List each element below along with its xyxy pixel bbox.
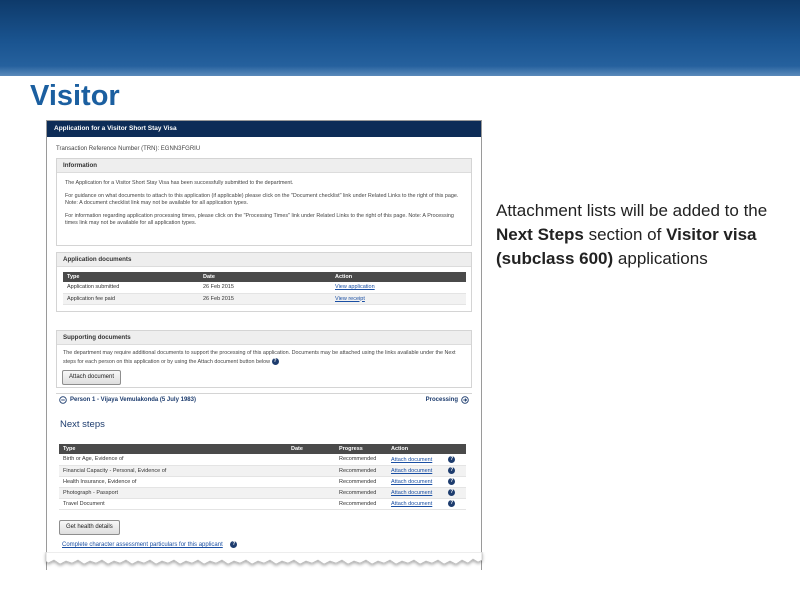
information-heading: Information <box>57 159 471 173</box>
table-row <box>63 282 466 293</box>
question-circle-icon[interactable]: ? <box>450 467 454 473</box>
attach-document-link[interactable]: Attach document <box>391 467 433 474</box>
person-bar[interactable] <box>56 393 472 406</box>
attach-document-button[interactable]: Attach document <box>62 370 121 385</box>
table-row <box>63 293 466 304</box>
character-assessment-row <box>62 541 237 548</box>
view-application-link[interactable]: View application <box>335 284 375 291</box>
column-header: Action <box>331 272 466 282</box>
attach-document-link[interactable]: Attach document <box>391 489 433 496</box>
torn-edge-graphic <box>40 552 490 582</box>
next-steps-heading: Next steps <box>60 419 105 430</box>
attach-document-link[interactable]: Attach document <box>391 456 433 463</box>
question-circle-icon[interactable]: ? <box>450 489 454 495</box>
table-row <box>59 465 466 476</box>
slide-title: Visitor <box>30 80 120 112</box>
information-text-1: The Application for a Visitor Short Stay Visa has been successfully submitted to the department. <box>65 180 294 186</box>
application-documents-table <box>63 272 466 305</box>
processing-status: Processing <box>425 397 458 403</box>
table-row <box>59 454 466 465</box>
table-header-row <box>63 272 466 282</box>
header-banner <box>0 0 800 76</box>
side-note-text-1: Attachment lists will be added to the <box>496 201 768 220</box>
trn-label: Transaction Reference Number (TRN): EGNN3FGRIU <box>56 146 201 152</box>
person-label: Person 1 - Vijaya Vemulakonda (5 July 1983) <box>70 397 196 403</box>
step-type: Birth or Age, Evidence of <box>59 454 287 465</box>
step-type: Financial Capacity - Personal, Evidence of <box>59 465 287 476</box>
step-type: Photograph - Passport <box>59 487 287 498</box>
attach-document-link[interactable]: Attach document <box>391 500 433 507</box>
doc-date: 26 Feb 2015 <box>199 293 331 304</box>
side-note <box>496 199 796 271</box>
doc-date: 26 Feb 2015 <box>199 282 331 293</box>
column-header: Type <box>63 272 199 282</box>
supporting-documents-text-body: The department may require additional documents to support the processing of this application. Documents may be attached using the links available under the Next steps for each person on this application or by using the Attach document button below <box>63 350 456 365</box>
question-circle-icon[interactable]: ? <box>450 500 454 506</box>
step-date <box>287 487 335 498</box>
get-health-details-button[interactable]: Get health details <box>59 520 120 535</box>
doc-type: Application submitted <box>63 282 199 293</box>
side-note-text-3: applications <box>613 249 708 268</box>
column-header: Date <box>199 272 331 282</box>
view-receipt-link[interactable]: View receipt <box>335 295 365 302</box>
column-header: Type <box>59 444 287 454</box>
question-circle-icon[interactable]: ? <box>450 478 454 484</box>
application-documents-heading: Application documents <box>57 253 471 267</box>
supporting-documents-text <box>63 350 458 366</box>
doc-type: Application fee paid <box>63 293 199 304</box>
step-progress: Recommended <box>335 476 387 487</box>
step-date <box>287 454 335 465</box>
step-date <box>287 498 335 509</box>
side-note-bold-1: Next Steps <box>496 225 584 244</box>
information-panel <box>56 158 472 246</box>
application-header: Application for a Visitor Short Stay Visa <box>47 121 481 137</box>
step-type: Health Insurance, Evidence of <box>59 476 287 487</box>
information-text-3: For information regarding application processing times, please click on the "Processing Times" link under Related Links to the right of this page. Note: A Processing times link may not be available for all application types. <box>65 212 454 226</box>
table-header-row <box>59 444 466 454</box>
side-note-bold-2: Visitor visa (subclass 600) <box>496 225 757 268</box>
table-row <box>59 487 466 498</box>
step-type: Travel Document <box>59 498 287 509</box>
step-progress: Recommended <box>335 498 387 509</box>
question-circle-icon[interactable]: ? <box>273 357 277 364</box>
question-circle-icon[interactable]: ? <box>232 541 236 547</box>
step-progress: Recommended <box>335 454 387 465</box>
table-row <box>59 476 466 487</box>
question-circle-icon[interactable]: ? <box>450 455 454 462</box>
step-date <box>287 476 335 487</box>
step-progress: Recommended <box>335 465 387 476</box>
side-note-text-2: section of <box>583 225 667 244</box>
character-assessment-link[interactable]: Complete character assessment particulars for this applicant <box>62 542 223 549</box>
column-header: Progress <box>335 444 387 454</box>
step-date <box>287 465 335 476</box>
table-row <box>59 498 466 509</box>
column-header: Action <box>387 444 466 454</box>
arrow-right-icon[interactable] <box>461 396 469 404</box>
next-steps-table <box>59 444 466 510</box>
attach-document-link[interactable]: Attach document <box>391 478 433 485</box>
supporting-documents-panel <box>56 330 472 388</box>
application-documents-panel <box>56 252 472 312</box>
information-text-2: For guidance on what documents to attach to this application (if applicable) please click on the "Document checklist" link under Related Links to the right of this page. Note: A document checklist link may not be available for all application types. <box>65 192 459 206</box>
supporting-documents-heading: Supporting documents <box>57 331 471 345</box>
circle-minus-icon[interactable] <box>59 396 67 404</box>
step-progress: Recommended <box>335 487 387 498</box>
column-header: Date <box>287 444 335 454</box>
